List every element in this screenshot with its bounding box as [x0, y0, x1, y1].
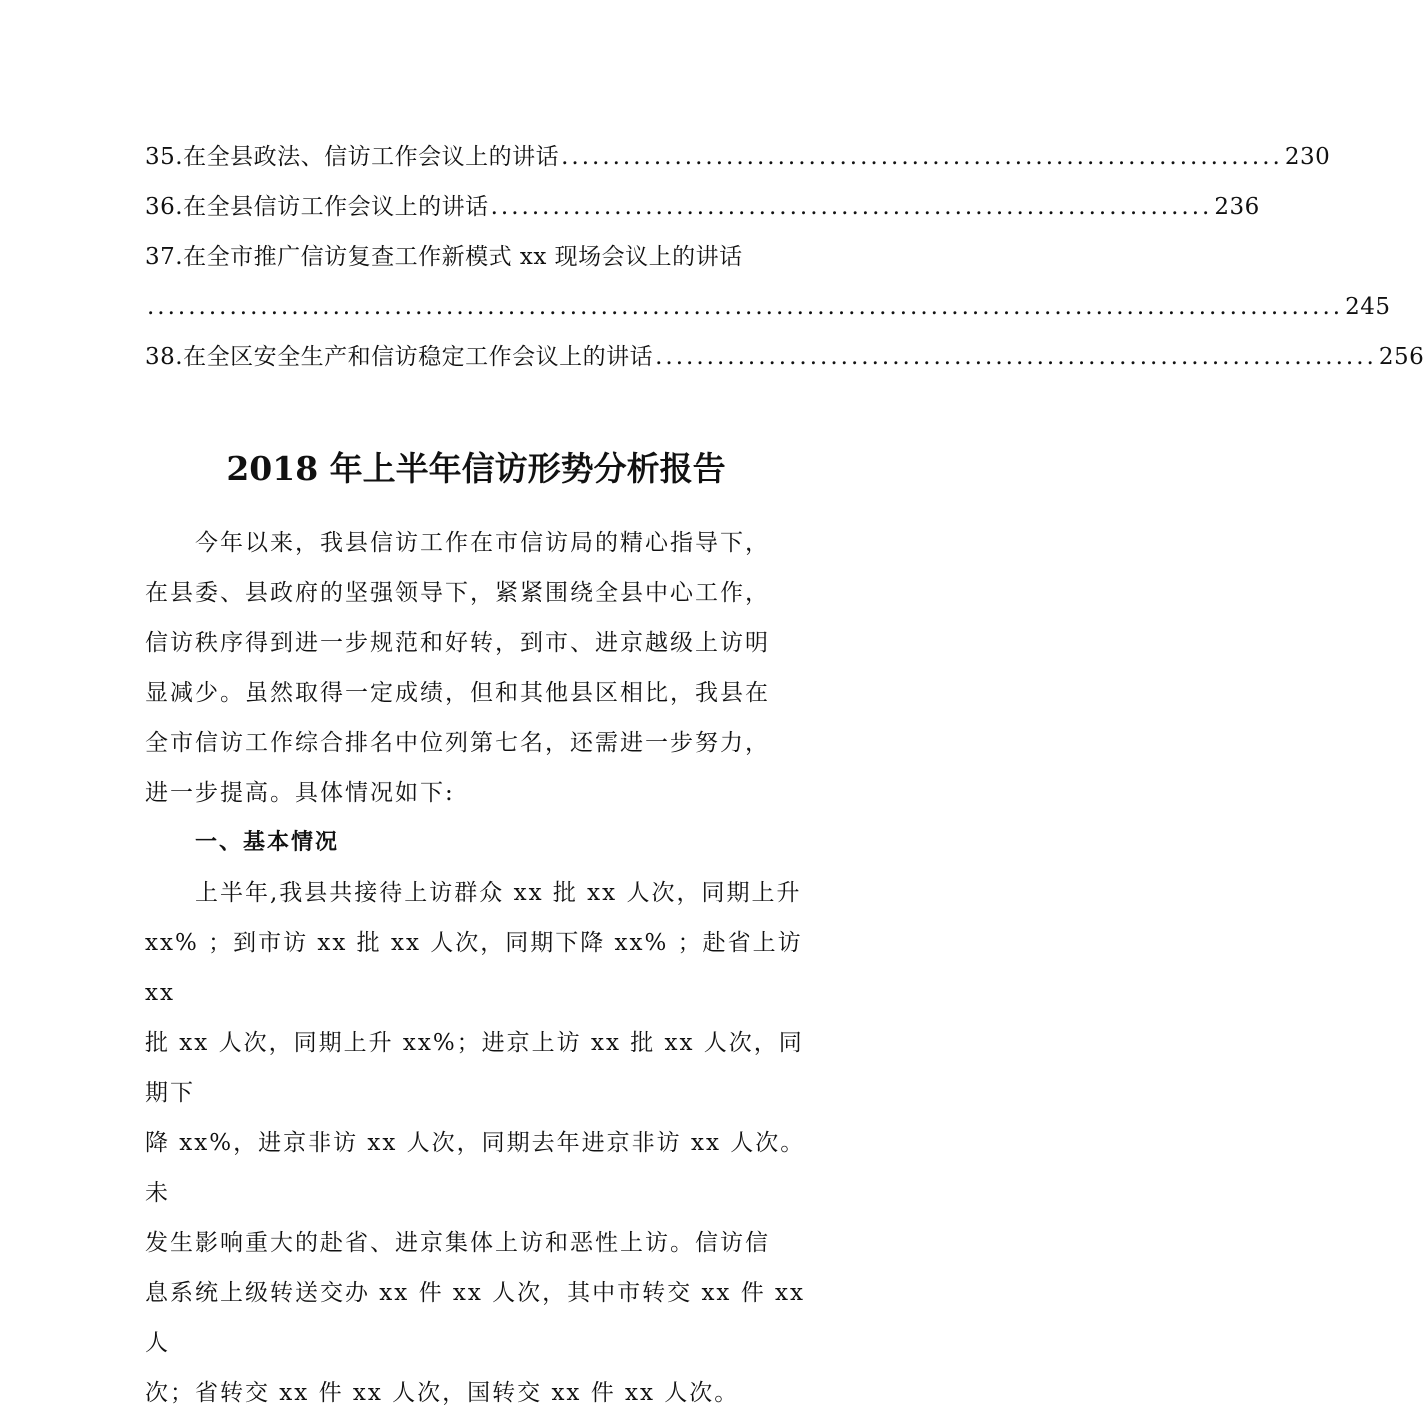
toc-entry-title: 37.在全市推广信访复查工作新模式 xx 现场会议上的讲话 — [145, 244, 743, 270]
paragraph-line: 息系统上级转送交办 xx 件 xx 人次，其中市转交 xx 件 xx 人 — [145, 1280, 805, 1356]
toc-entry-36[interactable] — [145, 182, 1260, 232]
toc-page-number: 245 — [1345, 294, 1391, 320]
toc-entry-35[interactable] — [145, 132, 1331, 182]
paragraph-line: 上半年,我县共接待上访群众 xx 批 xx 人次，同期上升 — [195, 880, 802, 906]
toc-page-number: 236 — [1214, 194, 1260, 220]
paragraph-line: 在县委、县政府的坚强领导下，紧紧围绕全县中心工作， — [145, 580, 770, 606]
document-title: 2018 年上半年信访形势分析报告 — [226, 449, 726, 488]
toc-page-number: 230 — [1284, 144, 1331, 170]
toc-leader-dots: ...................................................................... — [490, 194, 1213, 220]
toc-entry-37-continued[interactable] — [145, 282, 1391, 332]
toc-leader-dots: ...................................................................... — [655, 344, 1377, 370]
paragraph-line: 批 xx 人次，同期上升 xx%；进京上访 xx 批 xx 人次，同期下 — [145, 1030, 804, 1106]
toc-entry-title: 38.在全区安全生产和信访稳定工作会议上的讲话 — [145, 344, 654, 370]
section-paragraph — [145, 868, 807, 1418]
paragraph-line: 显减少。虽然取得一定成绩，但和其他县区相比，我县在 — [145, 680, 770, 706]
toc-entry-title: 36.在全县信访工作会议上的讲话 — [145, 194, 489, 220]
paragraph-line: 信访秩序得到进一步规范和好转，到市、进京越级上访明 — [145, 630, 770, 656]
toc-leader-dots: ...................................................................... — [561, 144, 1283, 170]
paragraph-line: 全市信访工作综合排名中位列第七名，还需进一步努力， — [145, 730, 770, 756]
paragraph-line: 发生影响重大的赴省、进京集体上访和恶性上访。信访信 — [145, 1230, 770, 1256]
table-of-contents — [145, 132, 1424, 382]
intro-paragraph — [145, 518, 807, 818]
paragraph-line: xx% ；到市访 xx 批 xx 人次，同期下降 xx% ；赴省上访 xx — [145, 930, 803, 1006]
paragraph-line: 今年以来，我县信访工作在市信访局的精心指导下， — [195, 530, 770, 556]
paragraph-line: 次；省转交 xx 件 xx 人次，国转交 xx 件 xx 人次。 — [145, 1380, 740, 1406]
toc-entry-37[interactable] — [145, 232, 807, 282]
section-heading: 一、基本情况 — [195, 830, 340, 855]
paragraph-line: 进一步提高。具体情况如下: — [145, 780, 455, 806]
toc-page-number: 256 — [1378, 344, 1424, 370]
toc-leader-dots: .................................................................................................................... — [147, 294, 1344, 320]
paragraph-line: 降 xx%，进京非访 xx 人次，同期去年进京非访 xx 人次。未 — [145, 1130, 806, 1206]
document-body — [145, 518, 807, 1418]
toc-entry-title: 35.在全县政法、信访工作会议上的讲话 — [145, 144, 560, 170]
toc-entry-38[interactable] — [145, 332, 1424, 382]
